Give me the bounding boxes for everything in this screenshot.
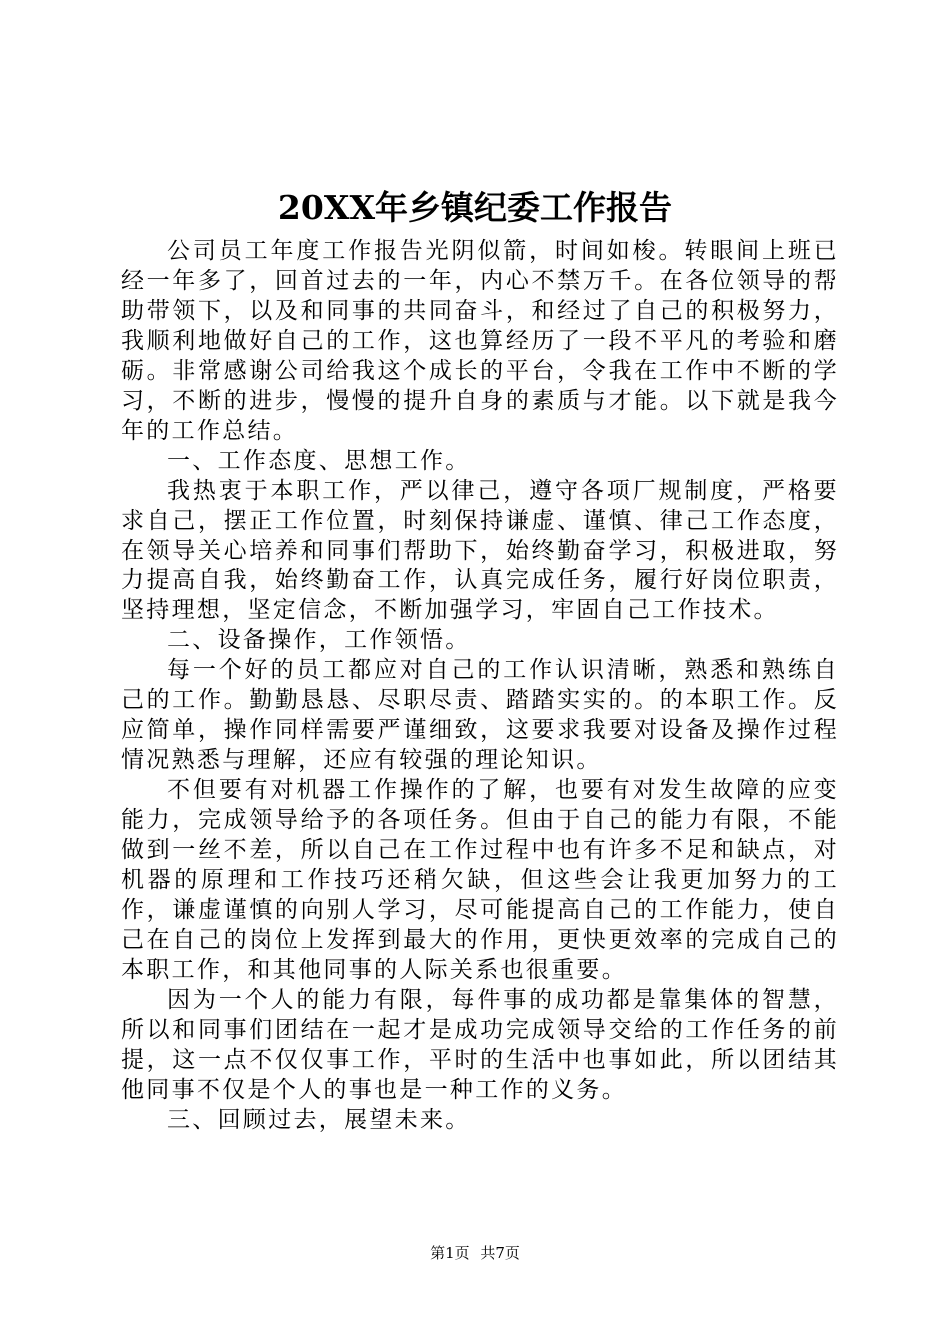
page-footer <box>0 1242 950 1264</box>
paragraph-intro: 公司员工年度工作报告光阴似箭，时间如梭。转眼间上班已经一年多了，回首过去的一年，内心不禁万千。在各位领导的帮助带领下，以及和同事的共同奋斗，和经过了自己的积极努力，我顺利地做好自己的工作，这也算经历了一段不平凡的考验和磨砺。非常感谢公司给我这个成长的平台，令我在工作中不断的学习，不断的进步，慢慢的提升自身的素质与才能。以下就是我今年的工作总结。 <box>121 238 839 444</box>
document-title: 20XX年乡镇纪委工作报告 <box>277 188 673 227</box>
paragraph-teamwork: 因为一个人的能力有限，每件事的成功都是靠集体的智慧，所以和同事们团结在一起才是成功完成领导交给的工作任务的前提，这一点不仅仅事工作，平时的生活中也事如此，所以团结其他同事不仅是个人的事也是一种工作的义务。 <box>121 986 839 1103</box>
section-heading-3: 三、回顾过去，展望未来。 <box>167 1106 471 1133</box>
section-heading-1: 一、工作态度、思想工作。 <box>167 447 471 474</box>
paragraph-machine-skills: 不但要有对机器工作操作的了解，也要有对发生故障的应变能力，完成领导给予的各项任务。但由于自己的能力有限，不能做到一丝不差，所以自己在工作过程中也有许多不足和缺点，对机器的原理和工作技巧还稍欠缺，但这些会让我更加努力的工作，谦虚谨慎的向别人学习，尽可能提高自己的工作能力，使自己在自己的岗位上发挥到最大的作用，更快更效率的完成自己的本职工作，和其他同事的人际关系也很重要。 <box>121 777 839 983</box>
paragraph-attitude: 我热衷于本职工作，严以律己，遵守各项厂规制度，严格要求自己，摆正工作位置，时刻保持谦虚、谨慎、律己工作态度，在领导关心培养和同事们帮助下，始终勤奋学习，积极进取，努力提高自我，始终勤奋工作，认真完成任务，履行好岗位职责，坚持理想，坚定信念，不断加强学习，牢固自己工作技术。 <box>121 477 839 624</box>
page-number-total: 共7页 <box>480 1244 520 1262</box>
document-body <box>121 237 839 1136</box>
paragraph-equipment: 每一个好的员工都应对自己的工作认识清晰，熟悉和熟练自己的工作。勤勤恳恳、尽职尽责、踏踏实实的。的本职工作。反应简单，操作同样需要严谨细致，这要求我要对设备及操作过程情况熟悉与理解，还应有较强的理论知识。 <box>121 657 839 774</box>
page-number-current: 第1页 <box>430 1244 470 1262</box>
section-heading-2: 二、设备操作，工作领悟。 <box>167 627 471 654</box>
